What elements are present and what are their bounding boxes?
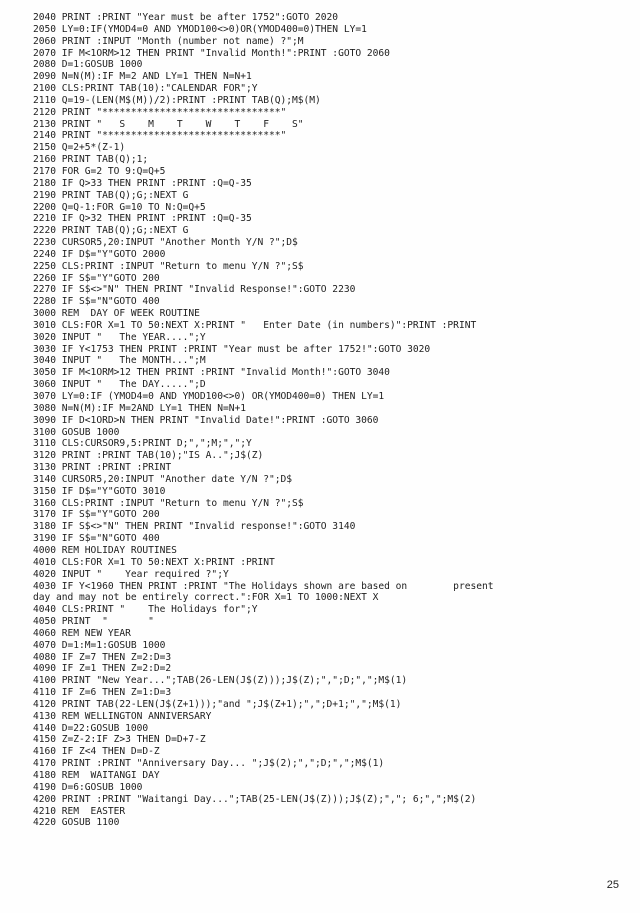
code-line: 2090 N=N(M):IF M=2 AND LY=1 THEN N=N+1 [33,71,252,83]
code-line: day and may not be entirely correct.":FOR X=1 TO 1000:NEXT X [33,592,379,604]
code-line: 4080 IF Z=7 THEN Z=2:D=3 [33,651,172,663]
code-line: 2250 CLS:PRINT :INPUT "Return to menu Y/N ?";S$ [33,260,304,272]
basic-code-listing [33,12,633,829]
code-line: 4000 REM HOLIDAY ROUTINES [33,544,177,556]
code-line: 4210 REM EASTER [33,805,126,817]
code-line: 3090 IF D<1ORD>N THEN PRINT "Invalid Date!":PRINT :GOTO 3060 [33,414,379,426]
code-line: 2150 Q=2+5*(Z-1) [33,142,126,154]
code-line: 2040 PRINT :PRINT "Year must be after 1752":GOTO 2020 [33,12,339,23]
code-line: 3040 INPUT " The MONTH...";M [33,355,206,367]
code-line: 2240 IF D$="Y"GOTO 2000 [33,248,166,260]
code-line: 2080 D=1:GOSUB 1000 [33,59,143,71]
code-line: 3020 INPUT " The YEAR....";Y [33,331,206,343]
code-line: 3120 PRINT :PRINT TAB(10);"IS A..";J$(Z) [33,450,264,462]
code-line: 4130 REM WELLINGTON ANNIVERSARY [33,710,212,722]
code-line: 4200 PRINT :PRINT "Waitangi Day...";TAB(25-LEN(J$(Z)));J$(Z);","; 6;",";M$(2) [33,793,477,805]
code-line: 3190 IF S$="N"GOTO 400 [33,533,160,545]
code-line: 3130 PRINT :PRINT :PRINT [33,462,172,474]
code-line: 2110 Q=19-(LEN(M$(M))/2):PRINT :PRINT TAB(Q);M$(M) [33,94,321,106]
code-line: 3030 IF Y<1753 THEN PRINT :PRINT "Year must be after 1752!":GOTO 3020 [33,343,431,355]
code-line: 3140 CURSOR5,20:INPUT "Another date Y/N ?";D$ [33,473,293,485]
code-line: 4050 PRINT " " [33,616,154,628]
code-line: 3170 IF S$="Y"GOTO 200 [33,509,160,521]
code-line: 2170 FOR G=2 TO 9:Q=Q+5 [33,165,166,177]
code-line: 3070 LY=0:IF (YMOD4=0 AND YMOD100<>0) OR(YMOD400=0) THEN LY=1 [33,391,385,402]
code-line: 3150 IF D$="Y"GOTO 3010 [33,485,166,497]
code-line: 2270 IF S$<>"N" THEN PRINT "Invalid Response!":GOTO 2230 [33,284,356,296]
code-line: 2220 PRINT TAB(Q);G;:NEXT G [33,225,189,237]
code-line: 4100 PRINT "New Year...";TAB(26-LEN(J$(Z)));J$(Z);",";D;",";M$(1) [33,675,408,687]
code-line: 4180 REM WAITANGI DAY [33,770,160,781]
code-line: 4220 GOSUB 1100 [33,817,120,829]
code-line: 2160 PRINT TAB(Q);1; [33,154,149,166]
code-line: 2120 PRINT "*******************************" [33,106,287,118]
code-line: 2260 IF S$="Y"GOTO 200 [33,272,160,284]
code-line: 4140 D=22:GOSUB 1000 [33,722,149,734]
code-line: 3110 CLS:CURSOR9,5:PRINT D;",";M;",";Y [33,438,252,450]
code-line: 2180 IF Q>33 THEN PRINT :PRINT :Q=Q-35 [33,177,252,189]
code-line: 3080 N=N(M):IF M=2AND LY=1 THEN N=N+1 [33,402,246,414]
code-line: 4060 REM NEW YEAR [33,627,131,639]
code-line: 2130 PRINT " S M T W T F S" [33,118,304,130]
code-line: 4040 CLS:PRINT " The Holidays for";Y [33,604,258,616]
code-line: 4120 PRINT TAB(22-LEN(J$(Z+1)));"and ";J$(Z+1);",";D+1;",";M$(1) [33,698,402,710]
code-line: 2230 CURSOR5,20:INPUT "Another Month Y/N ?";D$ [33,237,298,249]
code-line: 4170 PRINT :PRINT "Anniversary Day... ";J$(2);",";D;",";M$(1) [33,758,385,770]
code-line: 3160 CLS:PRINT :INPUT "Return to menu Y/N ?";S$ [33,497,304,509]
code-line: 2200 Q=Q-1:FOR G=10 TO N:Q=Q+5 [33,201,206,213]
code-line: 2100 CLS:PRINT TAB(10):"CALENDAR FOR";Y [33,83,258,95]
code-line: 3010 CLS:FOR X=1 TO 50:NEXT X:PRINT " Enter Date (in numbers)":PRINT :PRINT [33,319,477,331]
code-line: 2210 IF Q>32 THEN PRINT :PRINT :Q=Q-35 [33,213,252,225]
code-line: 4150 Z=Z-2:IF Z>3 THEN D=D+7-Z [33,734,206,746]
code-line: 4110 IF Z=6 THEN Z=1:D=3 [33,687,172,699]
code-line: 4030 IF Y<1960 THEN PRINT :PRINT "The Holidays shown are based on present [33,580,494,592]
code-line: 2060 PRINT :INPUT "Month (number not name) ?";M [33,35,304,47]
code-line: 3060 INPUT " The DAY.....";D [33,379,206,391]
code-line: 4070 D=1:M=1:GOSUB 1000 [33,639,166,651]
code-line: 3000 REM DAY OF WEEK ROUTINE [33,308,200,320]
code-line: 3100 GOSUB 1000 [33,426,120,438]
code-line: 4160 IF Z<4 THEN D=D-Z [33,746,160,758]
code-line: 2190 PRINT TAB(Q);G;:NEXT G [33,189,189,201]
code-line: 4190 D=6:GOSUB 1000 [33,781,143,793]
code-line: 2070 IF M<1ORM>12 THEN PRINT "Invalid Month!":PRINT :GOTO 2060 [33,47,390,59]
code-line: 4090 IF Z=1 THEN Z=2:D=2 [33,663,172,675]
code-line: 4010 CLS:FOR X=1 TO 50:NEXT X:PRINT :PRINT [33,556,275,568]
code-line: 2050 LY=0:IF(YMOD4=0 AND YMOD100<>0)OR(YMOD400=0)THEN LY=1 [33,23,367,35]
code-line: 3050 IF M<1ORM>12 THEN PRINT :PRINT "Invalid Month!":GOTO 3040 [33,367,390,379]
code-line: 3180 IF S$<>"N" THEN PRINT "Invalid response!":GOTO 3140 [33,521,356,533]
code-line: 2140 PRINT "*******************************" [33,130,287,142]
page-number: 25 [606,879,619,891]
code-line: 2280 IF S$="N"GOTO 400 [33,296,160,308]
code-line: 4020 INPUT " Year required ?";Y [33,568,229,580]
